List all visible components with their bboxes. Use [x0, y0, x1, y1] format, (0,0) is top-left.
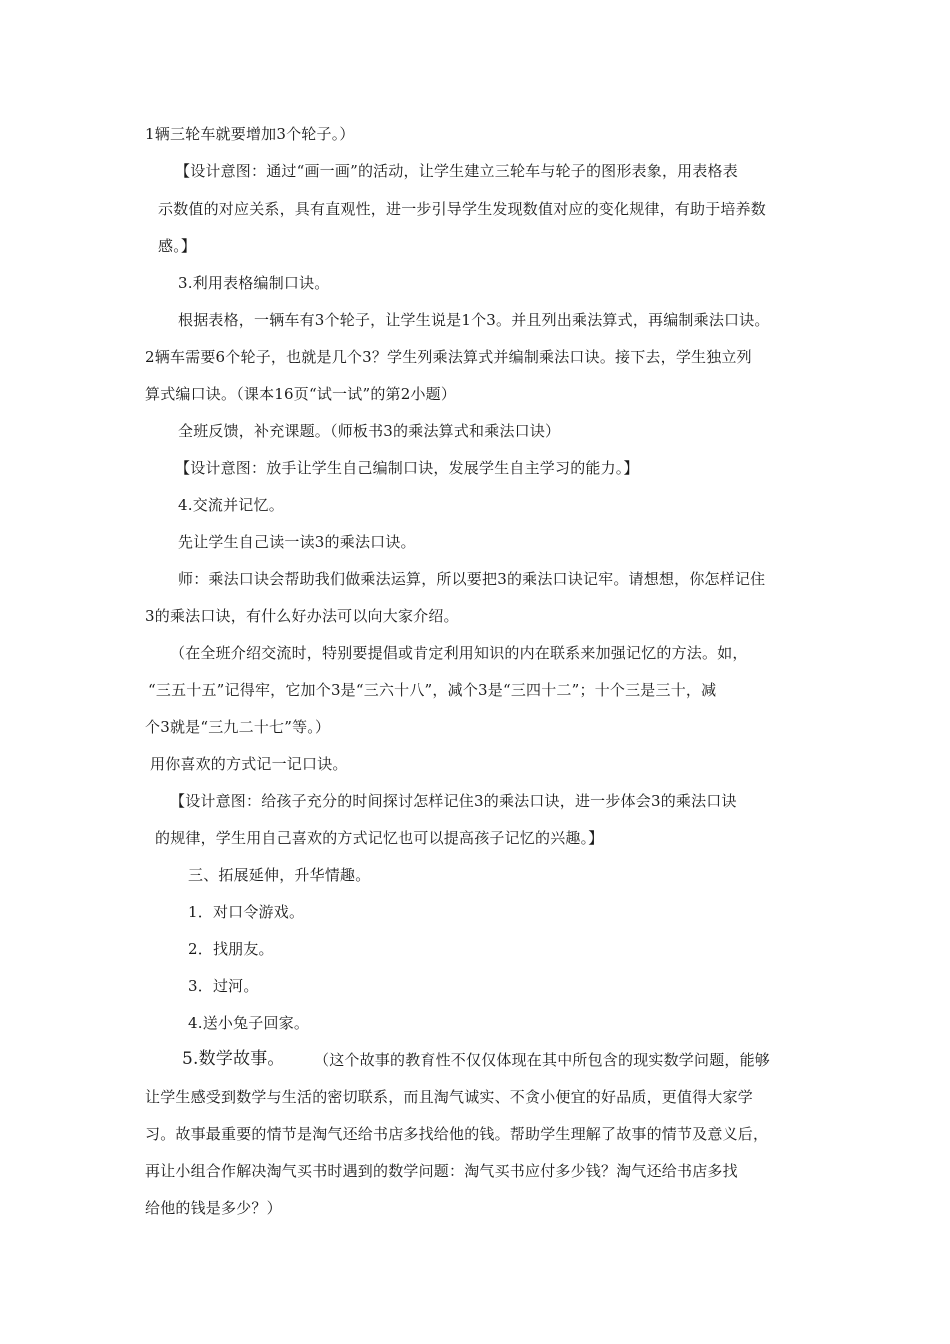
design-intent-line: 的规律，学生用自己喜欢的方式记忆也可以提高孩子记忆的兴趣。】 [155, 829, 604, 847]
text-line: 用你喜欢的方式记一记口诀。 [150, 755, 348, 773]
list-item: 4.送小兔子回家。 [188, 1014, 310, 1032]
text-line: 全班反馈，补充课题。（师板书3的乘法算式和乘法口诀） [178, 422, 561, 440]
list-item: 3．过河。 [188, 977, 259, 995]
text-line: 让学生感受到数学与生活的密切联系，而且淘气诚实、不贪小便宜的好品质，更值得大家学 [145, 1088, 754, 1106]
list-item-heading: 5.数学故事。 [182, 1049, 285, 1069]
text-line: “三五十五”记得牢，它加个3是“三六十八”，减个3是“三四十二”；十个三是三十，减 [148, 681, 717, 699]
text-line: 先让学生自己读一读3的乘法口诀。 [178, 533, 416, 551]
text-line: 个3就是“三九二十七”等。） [145, 718, 331, 736]
design-intent-line: 【设计意图：通过“画一画”的活动，让学生建立三轮车与轮子的图形表象，用表格表 [175, 162, 738, 180]
section-heading: 4.交流并记忆。 [178, 496, 284, 514]
text-line: 2辆车需要6个轮子，也就是几个3？学生列乘法算式并编制乘法口诀。接下去，学生独立列 [145, 348, 752, 366]
section-heading: 三、拓展延伸，升华情趣。 [188, 866, 371, 884]
text-line: 师：乘法口诀会帮助我们做乘法运算，所以要把3的乘法口诀记牢。请想想，你怎样记住 [178, 570, 766, 588]
text-line: 3的乘法口诀，有什么好办法可以向大家介绍。 [145, 607, 459, 625]
text-line: 习。故事最重要的情节是淘气还给书店多找给他的钱。帮助学生理解了故事的情节及意义后， [145, 1125, 769, 1143]
text-line: 根据表格，一辆车有3个轮子，让学生说是1个3。并且列出乘法算式，再编制乘法口诀。 [178, 311, 770, 329]
list-item: 2．找朋友。 [188, 940, 274, 958]
section-heading: 3.利用表格编制口诀。 [178, 274, 330, 292]
text-line: （这个故事的教育性不仅仅体现在其中所包含的现实数学问题，能够 [314, 1051, 771, 1069]
design-intent-line: 示数值的对应关系，具有直观性，进一步引导学生发现数值对应的变化规律，有助于培养数 [158, 200, 767, 218]
design-intent-line: 【设计意图：放手让学生自己编制口诀，发展学生自主学习的能力。】 [175, 459, 639, 477]
text-line: （在全班介绍交流时，特别要提倡或肯定利用知识的内在联系来加强记忆的方法。如， [170, 644, 748, 662]
design-intent-line: 感。】 [158, 237, 197, 255]
list-item: 1．对口令游戏。 [188, 903, 305, 921]
text-line: 算式编口诀。（课本16页“试一试”的第2小题） [145, 385, 457, 403]
text-line: 1辆三轮车就要增加3个轮子。） [145, 125, 355, 143]
design-intent-line: 【设计意图：给孩子充分的时间探讨怎样记住3的乘法口诀，进一步体会3的乘法口诀 [170, 792, 737, 810]
text-line: 再让小组合作解决淘气买书时遇到的数学问题：淘气买书应付多少钱？淘气还给书店多找 [145, 1162, 738, 1180]
text-line: 给他的钱是多少？） [145, 1199, 282, 1217]
